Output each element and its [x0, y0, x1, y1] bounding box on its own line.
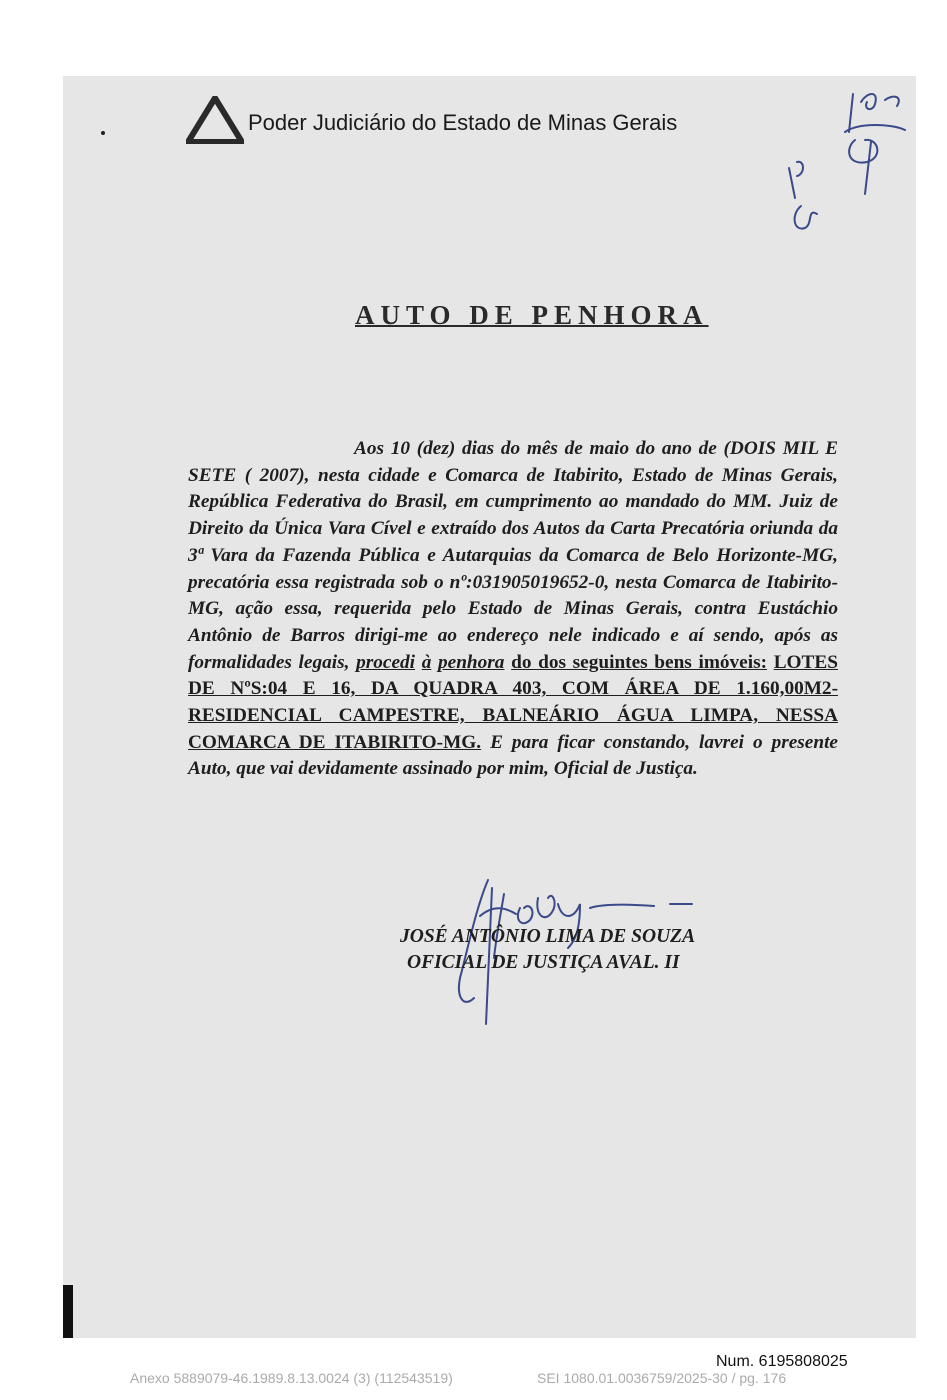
- document-title: AUTO DE PENHORA: [355, 300, 709, 330]
- handwritten-page-marks: [775, 82, 915, 242]
- property-description: LOTES DE NºS:04 E 16, DA QUADRA 403, COM ÁREA DE 1.160,00M2- RESIDENCIAL CAMPESTRE, BALNEÁRIO ÁGUA LIMPA, NESSA COMARCA DE ITABIRITO-MG.: [188, 651, 838, 753]
- institution-name: Poder Judiciário do Estado de Minas Gerais: [248, 110, 678, 135]
- signer-name: JOSÉ ANTÔNIO LIMA DE SOUZA: [400, 926, 696, 947]
- procedi-text: procedi: [356, 651, 416, 673]
- scan-edge-mark: [63, 1285, 73, 1338]
- sei-reference: SEI 1080.01.0036759/2025-30 / pg. 176: [537, 1370, 787, 1386]
- annex-reference: Anexo 5889079-46.1989.8.13.0024 (3) (112543519): [130, 1370, 453, 1386]
- document-body: [188, 436, 838, 783]
- triangle-logo-icon: [186, 96, 244, 144]
- a-text: à: [421, 651, 432, 673]
- signature-scribble: [430, 868, 720, 1033]
- signer-role: OFICIAL DE JUSTIÇA AVAL. II: [407, 952, 680, 973]
- closing-text: E para ficar constando, lavrei o presente Auto, que vai devidamente assinado por mim, Oficial de Justiça.: [188, 731, 838, 780]
- penhora-text: penhora: [438, 651, 505, 673]
- document-number: Num. 6195808025: [716, 1353, 848, 1370]
- body-paragraph: Aos 10 (dez) dias do mês de maio do ano de (DOIS MIL E SETE ( 2007), nesta cidade e Comarca de Itabirito, Estado de Minas Gerais, República Federativa do Brasil, em cumprimento ao mandado do MM. Juiz de Direito da Única Vara Cível e extraído dos Autos da Carta Precatória oriunda da 3ª Vara da Fazenda Pública e Autarquias da Comarca de Belo Horizonte-MG, precatória essa registrada sob o nº:031905019652-0, nesta Comarca de Itabirito-MG, ação essa, requerida pelo Estado de Minas Gerais, contra Eustáchio Antônio de Barros dirigi-me ao endereço nele indicado e aí sendo, após as formalidades legais,: [188, 438, 838, 673]
- bens-text: do dos seguintes bens imóveis:: [511, 651, 768, 673]
- scan-dot: [101, 131, 105, 135]
